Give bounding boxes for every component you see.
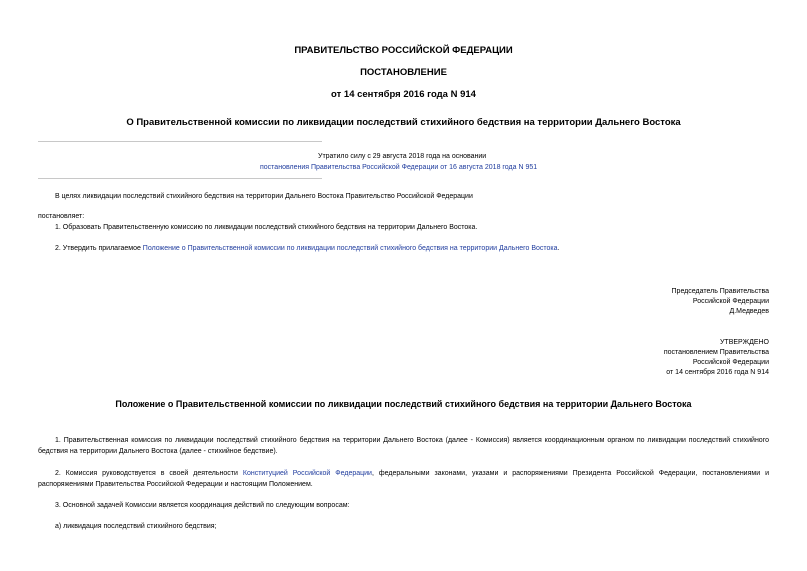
regulation-paragraph-2 bbox=[38, 469, 769, 490]
regulation-paragraph-1: 1. Правительственная комиссия по ликвидации последствий стихийного бедствия на территории Дальнего Востока (далее - Комиссия) является координационным органом по ликвидации последствий стихийного бедствия на территории Дальнего Востока (далее - стихийное бедствие). bbox=[38, 437, 769, 455]
doc-date-number: от 14 сентября 2016 года N 914 bbox=[331, 89, 476, 100]
status-line: Утратило силу с 29 августа 2018 года на основании bbox=[318, 153, 487, 160]
approved-line-4: от 14 сентября 2016 года N 914 bbox=[666, 369, 769, 376]
preamble-item-2-prefix: 2. Утвердить прилагаемое bbox=[55, 245, 143, 252]
regulation-paragraph-3a: а) ликвидация последствий стихийного бедствия; bbox=[55, 523, 217, 530]
regulation-paragraph-2-suffix: , федеральными законами, указами и распоряжениями Президента Российской Федерации, постановлениями и распоряжениями Правительства Российской Федерации и настоящим Положением. bbox=[38, 470, 769, 488]
status-link[interactable]: постановления Правительства Российской Федерации от 16 августа 2018 года N 951 bbox=[260, 164, 538, 171]
org-name: ПРАВИТЕЛЬСТВО РОССИЙСКОЙ ФЕДЕРАЦИИ bbox=[294, 45, 513, 56]
approved-line-2: постановлением Правительства bbox=[663, 349, 769, 356]
divider-bottom bbox=[38, 178, 322, 179]
doc-title: О Правительственной комиссии по ликвидации последствий стихийного бедствия на территории Дальнего Востока bbox=[126, 117, 681, 128]
regulation-link[interactable]: Положение о Правительственной комиссии по ликвидации последствий стихийного бедствия на территории Дальнего Востока bbox=[142, 245, 558, 252]
preamble-item-2-suffix: . bbox=[557, 245, 560, 252]
divider-top bbox=[38, 141, 322, 142]
signature-block bbox=[672, 287, 769, 317]
signature-position: Председатель Правительства bbox=[671, 288, 769, 295]
approved-heading: УТВЕРЖДЕНО bbox=[719, 339, 769, 346]
regulation-title: Положение о Правительственной комиссии по ликвидации последствий стихийного бедствия на территории Дальнего Востока bbox=[115, 399, 692, 409]
doc-type: ПОСТАНОВЛЕНИЕ bbox=[360, 67, 447, 78]
preamble-decree: постановляет: bbox=[38, 213, 85, 220]
approved-line-3: Российской Федерации bbox=[692, 359, 769, 366]
preamble-item-2 bbox=[55, 245, 560, 252]
constitution-link[interactable]: Конституцией Российской Федерации bbox=[242, 470, 372, 477]
approved-block bbox=[664, 338, 769, 378]
preamble-item-1: 1. Образовать Правительственную комиссию по ликвидации последствий стихийного бедствия на территории Дальнего Востока. bbox=[55, 224, 478, 231]
signature-country: Российской Федерации bbox=[692, 298, 769, 305]
signature-name: Д.Медведев bbox=[729, 308, 769, 315]
preamble-intro: В целях ликвидации последствий стихийного бедствия на территории Дальнего Востока Правительство Российской Федерации bbox=[55, 193, 473, 200]
regulation-paragraph-3: 3. Основной задачей Комиссии является координация действий по следующим вопросам: bbox=[55, 502, 350, 509]
regulation-paragraph-2-prefix: 2. Комиссия руководствуется в своей деятельности bbox=[55, 470, 243, 477]
